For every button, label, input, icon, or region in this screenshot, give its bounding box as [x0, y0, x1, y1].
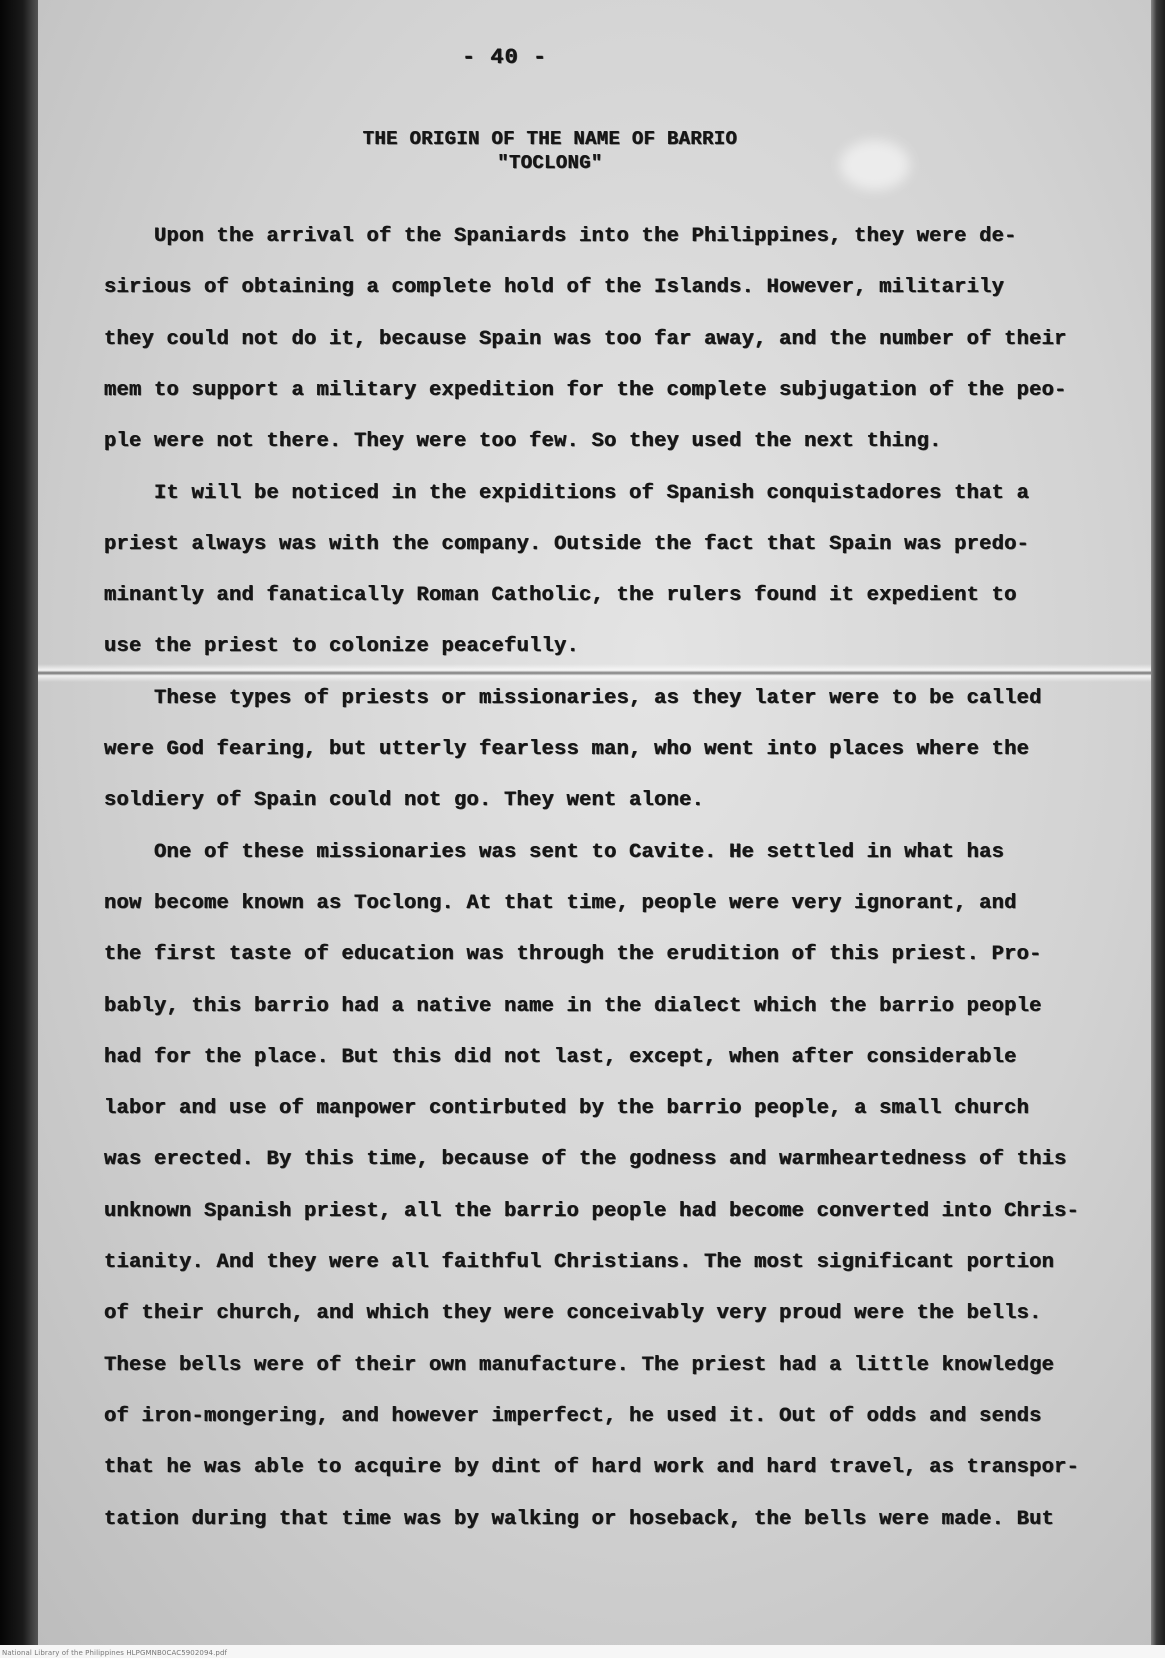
text-line: sirious of obtaining a complete hold of the Islands. However, militarily — [104, 276, 1005, 299]
text-line: of iron-mongering, and however imperfect, he used it. Out of odds and sends — [104, 1405, 1042, 1428]
text-line: were God fearing, but utterly fearless man, who went into places where the — [104, 738, 1030, 761]
text-line: bably, this barrio had a native name in the dialect which the barrio people — [104, 995, 1042, 1018]
document-title — [250, 127, 850, 175]
text-line: soldiery of Spain could not go. They went alone. — [104, 789, 705, 812]
text-line: that he was able to acquire by dint of hard work and hard travel, as transpor- — [104, 1456, 1080, 1479]
title-line-2: "TOCLONG" — [497, 152, 603, 174]
text-line: unknown Spanish priest, all the barrio people had become converted into Chris- — [104, 1200, 1080, 1223]
text-line: Upon the arrival of the Spaniards into the Philippines, they were de- — [104, 225, 1017, 248]
footer-source: National Library of the Philippines HLPGMNB0CAC5902094.pdf — [2, 1649, 228, 1657]
text-line: One of these missionaries was sent to Cavite. He settled in what has — [104, 841, 1005, 864]
text-line: tianity. And they were all faithful Christians. The most significant portion — [104, 1251, 1055, 1274]
text-line: mem to support a military expedition for the complete subjugation of the peo- — [104, 379, 1067, 402]
text-line: now become known as Toclong. At that time, people were very ignorant, and — [104, 892, 1017, 915]
text-line: priest always was with the company. Outside the fact that Spain was predo- — [104, 533, 1030, 556]
text-line: had for the place. But this did not last, except, when after considerable — [104, 1046, 1017, 1069]
text-line: was erected. By this time, because of the godness and warmheartedness of this — [104, 1148, 1067, 1171]
text-line: they could not do it, because Spain was too far away, and the number of their — [104, 328, 1067, 351]
text-line: These types of priests or missionaries, as they later were to be called — [104, 687, 1042, 710]
page-tear-line — [38, 664, 1151, 682]
scan-edge-right — [1151, 0, 1165, 1658]
text-line: the first taste of education was through the erudition of this priest. Pro- — [104, 943, 1042, 966]
text-line: of their church, and which they were conceivably very proud were the bells. — [104, 1302, 1042, 1325]
text-line: use the priest to colonize peacefully. — [104, 635, 580, 658]
footer-strip — [0, 1645, 1165, 1658]
text-line: ple were not there. They were too few. So they used the next thing. — [104, 430, 942, 453]
text-line: labor and use of manpower contirbuted by the barrio people, a small church — [104, 1097, 1030, 1120]
text-line: These bells were of their own manufacture. The priest had a little knowledge — [104, 1354, 1055, 1377]
text-line: tation during that time was by walking or hoseback, the bells were made. But — [104, 1508, 1055, 1531]
title-line-1: THE ORIGIN OF THE NAME OF BARRIO — [362, 128, 738, 150]
scan-edge-left — [0, 0, 38, 1658]
page-number: - 40 - — [462, 45, 548, 70]
text-line: It will be noticed in the expiditions of Spanish conquistadores that a — [104, 482, 1030, 505]
paper-stain — [840, 140, 910, 190]
text-line: minantly and fanatically Roman Catholic, the rulers found it expedient to — [104, 584, 1017, 607]
